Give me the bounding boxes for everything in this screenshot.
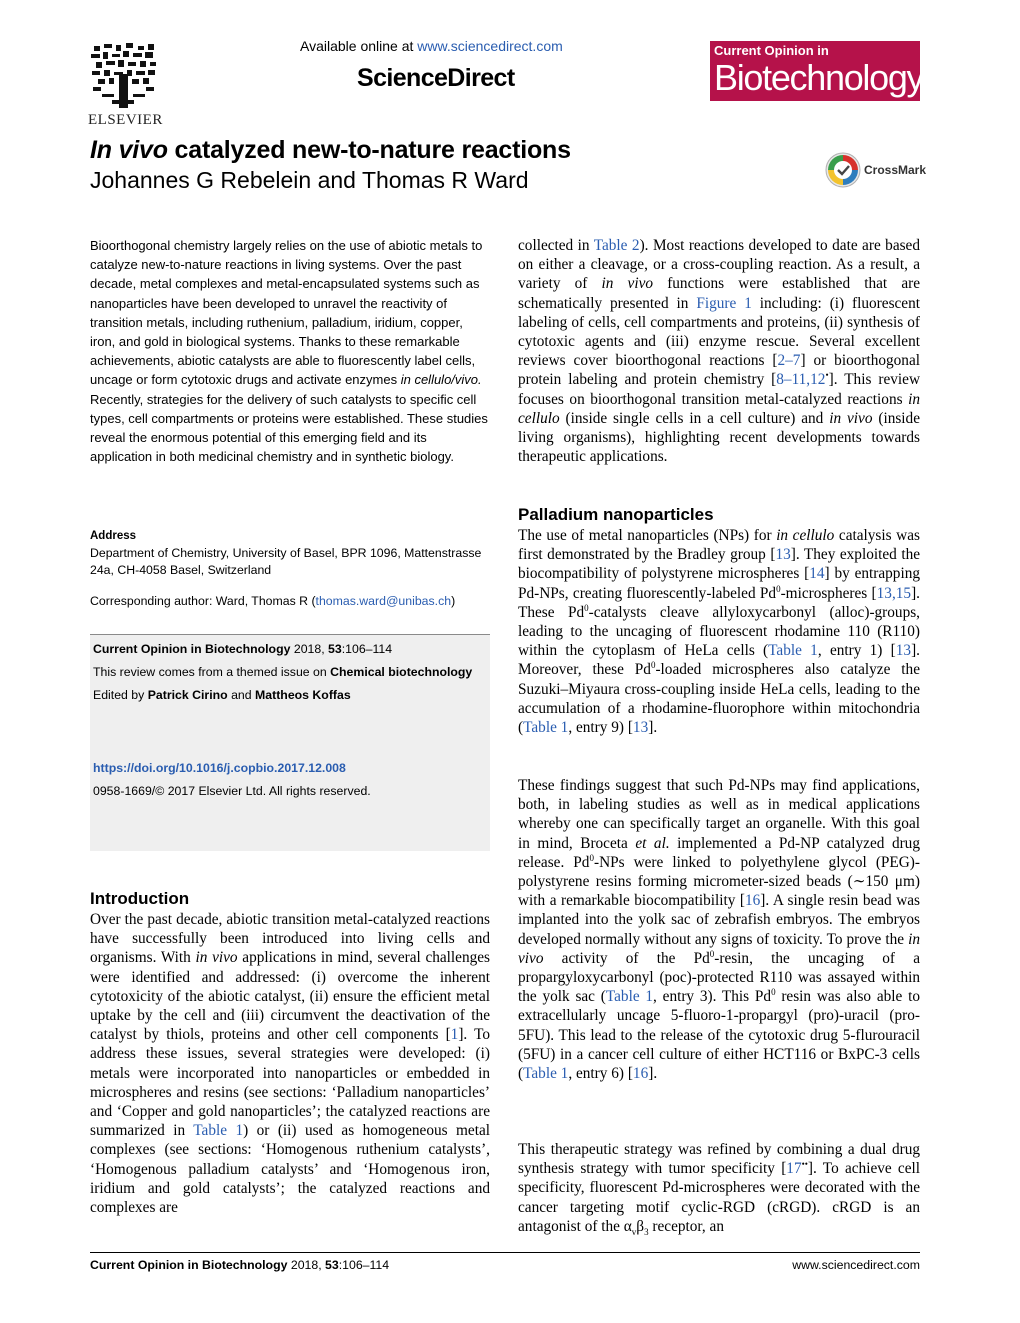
abstract-text-italic: in cellulo/vivo. — [400, 372, 482, 388]
palladium-paragraph-2 — [518, 776, 920, 1083]
corresponding-author — [90, 594, 455, 608]
ref-link-13[interactable]: 13 — [775, 546, 791, 564]
introduction-paragraph: Over the past decade, abiotic transition metal-catalyzed reactions have successfully been introduced into living cells and organisms. With in vivo applications in mind, several challenges were identified and addressed: (i) overcome the inherent cytotoxicity of the abiotic catalyst, (ii) ensure the efficient metal uptake by the cell and (iii) circumvent the deactivation of the catalyst by thiols, proteins and other cell components [1]. To address these issues, several strategies were developed: (i) metals were incorporated into nanoparticles or embedded in microspheres and resins (see sections: ‘Palladium nanoparticles’ and ‘Copper and gold nanoparticles’; the catalyzed reactions are summarized in Table 1) or (ii) used as homogeneous metal complexes (see sections: ‘Homogenous ruthenium catalysts’, ‘Homogenous palladium catalysts’ and ‘Homogenous iron, iridium and gold catalysts’; the catalyzed reactions and complexes are — [90, 911, 491, 1217]
paragraph-text: This therapeutic strategy was refined by combining a dual drug synthesis strategy with tumor specificity [17••]. To achieve cell specificity, fluorescent Pd-microspheres were decorated with the cancer targeting motif cyclic-RGD (cRGD). cRGD is an antagonist of the $\alpha_v\beta_3$ receptor, an — [518, 1141, 920, 1237]
footer-pages: :106–114 — [338, 1258, 390, 1272]
introduction-body — [90, 910, 490, 1217]
ref-star: • — [825, 370, 829, 381]
ref-link-1[interactable]: 1 — [450, 1026, 459, 1044]
abstract-text-2: Recently, strategies for the delivery of such catalysts to specific cell types, cell compartments or proteins were established. These studies reveal the enormous potential of this emerging field and its application in both medicinal chemistry and in synthetic biology. — [90, 391, 488, 465]
citation-line — [93, 642, 392, 656]
journal-brand-big: Biotechnology — [714, 57, 924, 98]
footer-journal: Current Opinion in Biotechnology — [90, 1258, 288, 1272]
figure1-link[interactable]: Figure 1 — [696, 294, 752, 312]
paragraph-text: These findings suggest that such Pd-NPs may find applications, both, in labeling studies as well as in medical applications whereby one can specifically target an organelle. With this goal in mind, Broceta et al. implemented a Pd-NP catalyzed drug release. Pd$^0$-NPs were linked to polyethylene glycol (PEG)-polystyrene resins forming micrometer-sized beads (∼150 μm) with a remarkable biocompatibility [16]. A single resin bead was implanted into the yolk sac of zebrafish embryos. The embryos developed normally without any signs of toxicity. To prove the in vivo activity of the Pd$^0$-resin, the uncaging of a propargyloxycarbonyl (poc)-protected R110 was assayed within the yolk sac (Table 1, entry 3). This Pd$^0$ resin was also able to extracellularly uncage 5-fluoro-1-propargyl (pro)-uracil (pro-5FU). This lead to the release of the cytotoxic drug 5-flurouracil (5FU) in a cancer cell culture of either HCT116 or BxPC-3 cells (Table 1, entry 6) [16]. — [518, 777, 920, 1083]
palladium-paragraph-1 — [518, 526, 920, 737]
article-info-box — [90, 634, 490, 851]
article-authors: Johannes G Rebelein and Thomas R Ward — [90, 167, 529, 193]
edited-prefix: Edited by — [93, 688, 148, 702]
citation-journal: Current Opinion in Biotechnology — [93, 642, 291, 656]
crossmark-icon — [825, 152, 861, 188]
ref-link-13[interactable]: 13 — [895, 642, 912, 660]
sciencedirect-url-link[interactable]: www.sciencedirect.com — [417, 38, 563, 54]
themed-issue-line — [93, 665, 472, 679]
table1-link[interactable]: Table 1 — [605, 988, 654, 1006]
address-body: Department of Chemistry, University of Basel, BPR 1096, Mattenstrasse 24a, CH-4058 Basel, Switzerland — [90, 546, 482, 577]
ref-stars: •• — [801, 1159, 808, 1170]
footer-volume: 53 — [325, 1258, 339, 1272]
ref-link-17[interactable]: 17 — [786, 1160, 802, 1178]
table1-link[interactable]: Table 1 — [523, 1065, 569, 1083]
right-column-continuation — [518, 236, 920, 466]
journal-brand-box — [710, 41, 924, 101]
copyright-line: 0958-1669/© 2017 Elsevier Ltd. All rights reserved. — [93, 784, 371, 798]
footer-citation — [90, 1258, 389, 1272]
article-title — [90, 136, 571, 165]
footer-url[interactable]: www.sciencedirect.com — [792, 1258, 920, 1272]
journal-brand-small: Current Opinion in — [714, 43, 829, 58]
citation-year: 2018, — [290, 642, 329, 656]
palladium-paragraph-3 — [518, 1140, 920, 1236]
abstract-text-1: Bioorthogonal chemistry largely relies on the use of abiotic metals to catalyze new-to-nature reactions in living systems. Over the past decade, metal complexes and metal-encapsulated systems such as nanoparticles have been developed to unravel the reactivity of transition metals, including ruthenium, palladium, iridium, copper, iron, and gold in biological systems. Thanks to these remarkable achievements, abiotic catalysts are able to fluorescently label cells, uncage or form cytotoxic drugs and activate enzymes — [90, 238, 483, 388]
table1-link[interactable]: Table 1 — [523, 719, 569, 737]
table2-link[interactable]: Table 2 — [593, 237, 640, 254]
themed-prefix: This review comes from a themed issue on — [93, 665, 331, 679]
paragraph-text: The use of metal nanoparticles (NPs) for in cellulo catalysis was first demonstrated by the Bradley group [13]. They exploited the biocompatibility of polystyrene microspheres [14] by entrapping Pd-NPs, creating fluorescently-labeled Pd$^0$-microspheres [13,15]. These Pd$^0$-catalysts cleave allyloxycarbonyl (alloc)-groups, leading to the uncaging of fluorescent rhodamine 110 (R110) within the cytoplasm of HeLa cells (Table 1, entry 1) [13]. Moreover, these Pd$^0$-loaded microspheres also catalyze the Suzuki–Miyaura cross-coupling inside HeLa cells, leading to the accumulation of a rhodamine-fluorophore within mitochondria (Table 1, entry 9) [13]. — [518, 527, 921, 737]
ref-link-13[interactable]: 13 — [632, 719, 649, 737]
table1-link[interactable]: Table 1 — [193, 1122, 244, 1140]
email-link[interactable]: thomas.ward@unibas.ch — [315, 594, 452, 608]
crossmark-label: CrossMark — [864, 163, 927, 177]
ref-link-8-12[interactable]: 8–11,12 — [776, 371, 826, 389]
sciencedirect-wordmark: ScienceDirect — [357, 64, 515, 92]
corresponding-suffix: ) — [451, 594, 456, 608]
editor-1: Patrick Cirino — [147, 688, 228, 702]
elsevier-logo — [88, 42, 168, 129]
continuation-paragraph: collected in Table 2). Most reactions developed to date are based on either a cleavage, or a cross-coupling reaction. As a result, a variety of in vivo functions were established that are schematically presented in Figure 1 including: (i) fluorescent labeling of cells, cell compartments and proteins, (ii) synthesis of cytotoxic agents and (iii) enzyme rescue. Several excellent reviews cover bioorthogonal reactions [2–7] or bioorthogonal protein labeling and protein chemistry [8–11,12•]. This review focuses on bioorthogonal transition metal-catalyzed reactions in cellulo (inside single cells in a cell culture) and in vivo (inside living organisms), highlighting recent developments towards therapeutic applications. — [518, 237, 921, 466]
doi-link[interactable]: https://doi.org/10.1016/j.copbio.2017.12.008 — [93, 761, 346, 775]
citation-volume: 53 — [328, 642, 342, 656]
corresponding-prefix: Corresponding author: Ward, Thomas R ( — [90, 594, 316, 608]
ref-link-14[interactable]: 14 — [809, 565, 825, 583]
publisher-name: ELSEVIER — [88, 112, 163, 128]
abstract — [90, 236, 490, 466]
elsevier-tree-icon — [88, 42, 160, 112]
ref-link-16[interactable]: 16 — [744, 892, 761, 910]
footer-year: 2018, — [287, 1258, 326, 1272]
title-rest: catalyzed new-to-nature reactions — [167, 136, 571, 164]
address-heading: Address — [90, 530, 137, 542]
title-italic: In vivo — [90, 136, 168, 164]
editor-and: and — [227, 688, 256, 702]
available-online — [300, 38, 563, 54]
editor-2: Mattheos Koffas — [255, 688, 351, 702]
table1-link[interactable]: Table 1 — [768, 642, 818, 660]
doi-line — [93, 761, 346, 775]
section-heading-introduction: Introduction — [90, 889, 190, 908]
ref-link-13-15[interactable]: 13,15 — [876, 584, 912, 602]
ref-link-2-7[interactable]: 2–7 — [777, 352, 801, 370]
themed-topic: Chemical biotechnology — [330, 665, 473, 679]
citation-pages: :106–114 — [341, 642, 393, 656]
crossmark-badge[interactable] — [825, 152, 926, 188]
section-heading-palladium: Palladium nanoparticles — [518, 505, 714, 524]
footer-rule — [90, 1252, 920, 1253]
available-prefix: Available online at — [300, 38, 418, 54]
ref-link-16[interactable]: 16 — [632, 1065, 649, 1083]
editors-line — [93, 688, 351, 702]
